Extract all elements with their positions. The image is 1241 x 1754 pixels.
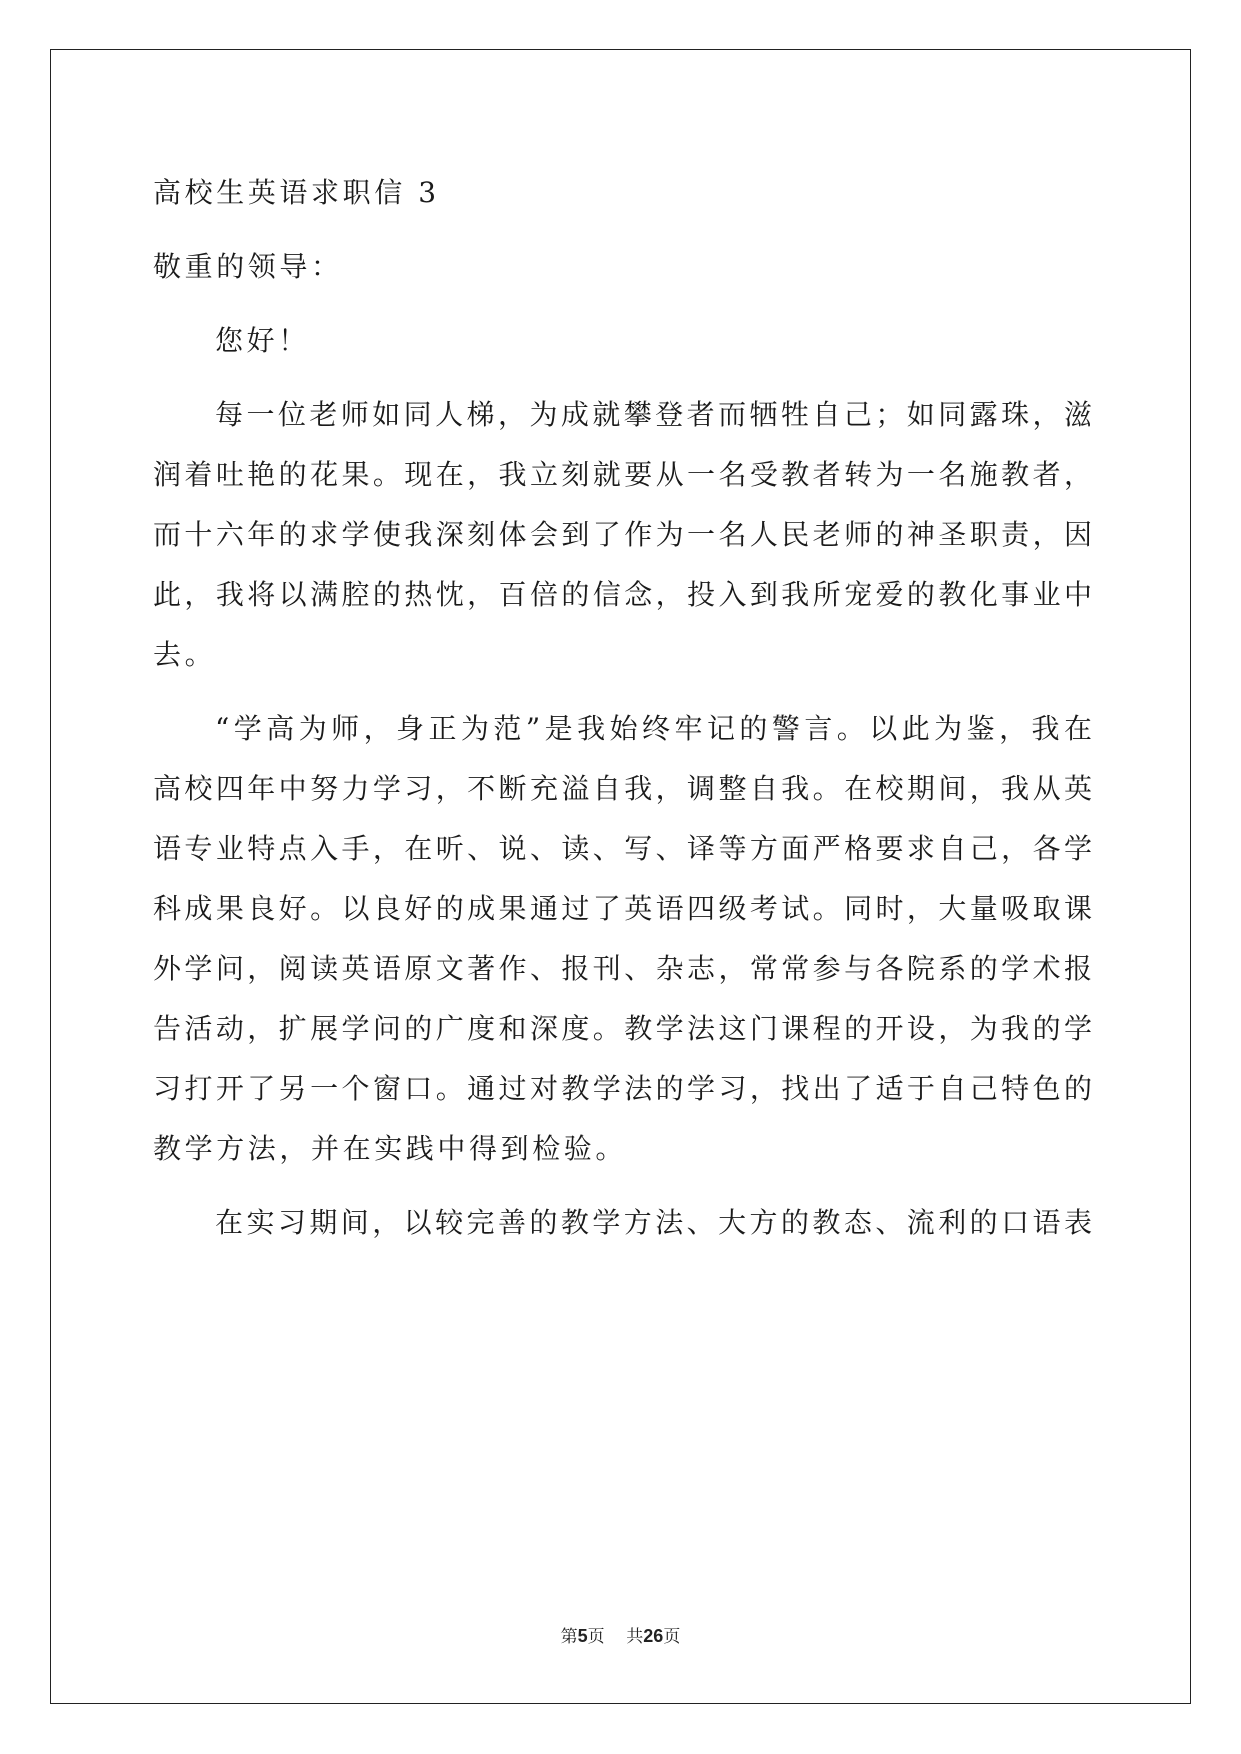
paragraph-line: 科成果良好。以良好的成果通过了英语四级考试。同时，大量吸取课 <box>153 892 1092 925</box>
paragraph-line: 每一位老师如同人梯，为成就攀登者而牺牲自己；如同露珠，滋 <box>215 398 1092 431</box>
document-body <box>153 163 1092 1253</box>
footer-prefix: 第 <box>560 1627 578 1647</box>
paragraph-line: 教学方法，并在实践中得到检验。 <box>153 1132 628 1165</box>
paragraph-line: 习打开了另一个窗口。通过对教学法的学习，找出了适于自己特色的 <box>153 1072 1092 1105</box>
paragraph-line: “学高为师，身正为范”是我始终牢记的警言。以此为鉴，我在 <box>215 712 1092 745</box>
footer-total-prefix: 共 <box>626 1627 644 1647</box>
paragraph-line: 告活动，扩展学问的广度和深度。教学法这门课程的开设，为我的学 <box>153 1012 1092 1045</box>
paragraph-line: 高校四年中努力学习，不断充溢自我，调整自我。在校期间，我从英 <box>153 772 1092 805</box>
paragraph-1 <box>153 385 1092 685</box>
footer-total-suffix: 页 <box>663 1627 681 1647</box>
greeting: 您好！ <box>215 324 310 357</box>
total-page-count: 26 <box>643 1626 664 1646</box>
paragraph-line: 此，我将以满腔的热忱，百倍的信念，投入到我所宠爱的教化事业中 <box>153 578 1092 611</box>
paragraph-2 <box>153 699 1092 1179</box>
salutation: 敬重的领导： <box>153 250 343 283</box>
paragraph-3 <box>153 1193 1092 1253</box>
page-footer <box>0 1622 1241 1647</box>
paragraph-line: 在实习期间，以较完善的教学方法、大方的教态、流利的口语表 <box>215 1206 1092 1239</box>
paragraph-line: 润着吐艳的花果。现在，我立刻就要从一名受教者转为一名施教者， <box>153 458 1092 491</box>
document-title: 高校生英语求职信 3 <box>153 176 440 209</box>
paragraph-line: 而十六年的求学使我深刻体会到了作为一名人民老师的神圣职责，因 <box>153 518 1092 551</box>
footer-page-suffix: 页 <box>587 1627 605 1647</box>
current-page-number: 5 <box>577 1626 588 1646</box>
paragraph-line: 外学问，阅读英语原文著作、报刊、杂志，常常参与各院系的学术报 <box>153 952 1092 985</box>
paragraph-line: 去。 <box>153 638 217 671</box>
paragraph-line: 语专业特点入手，在听、说、读、写、译等方面严格要求自己，各学 <box>153 832 1092 865</box>
